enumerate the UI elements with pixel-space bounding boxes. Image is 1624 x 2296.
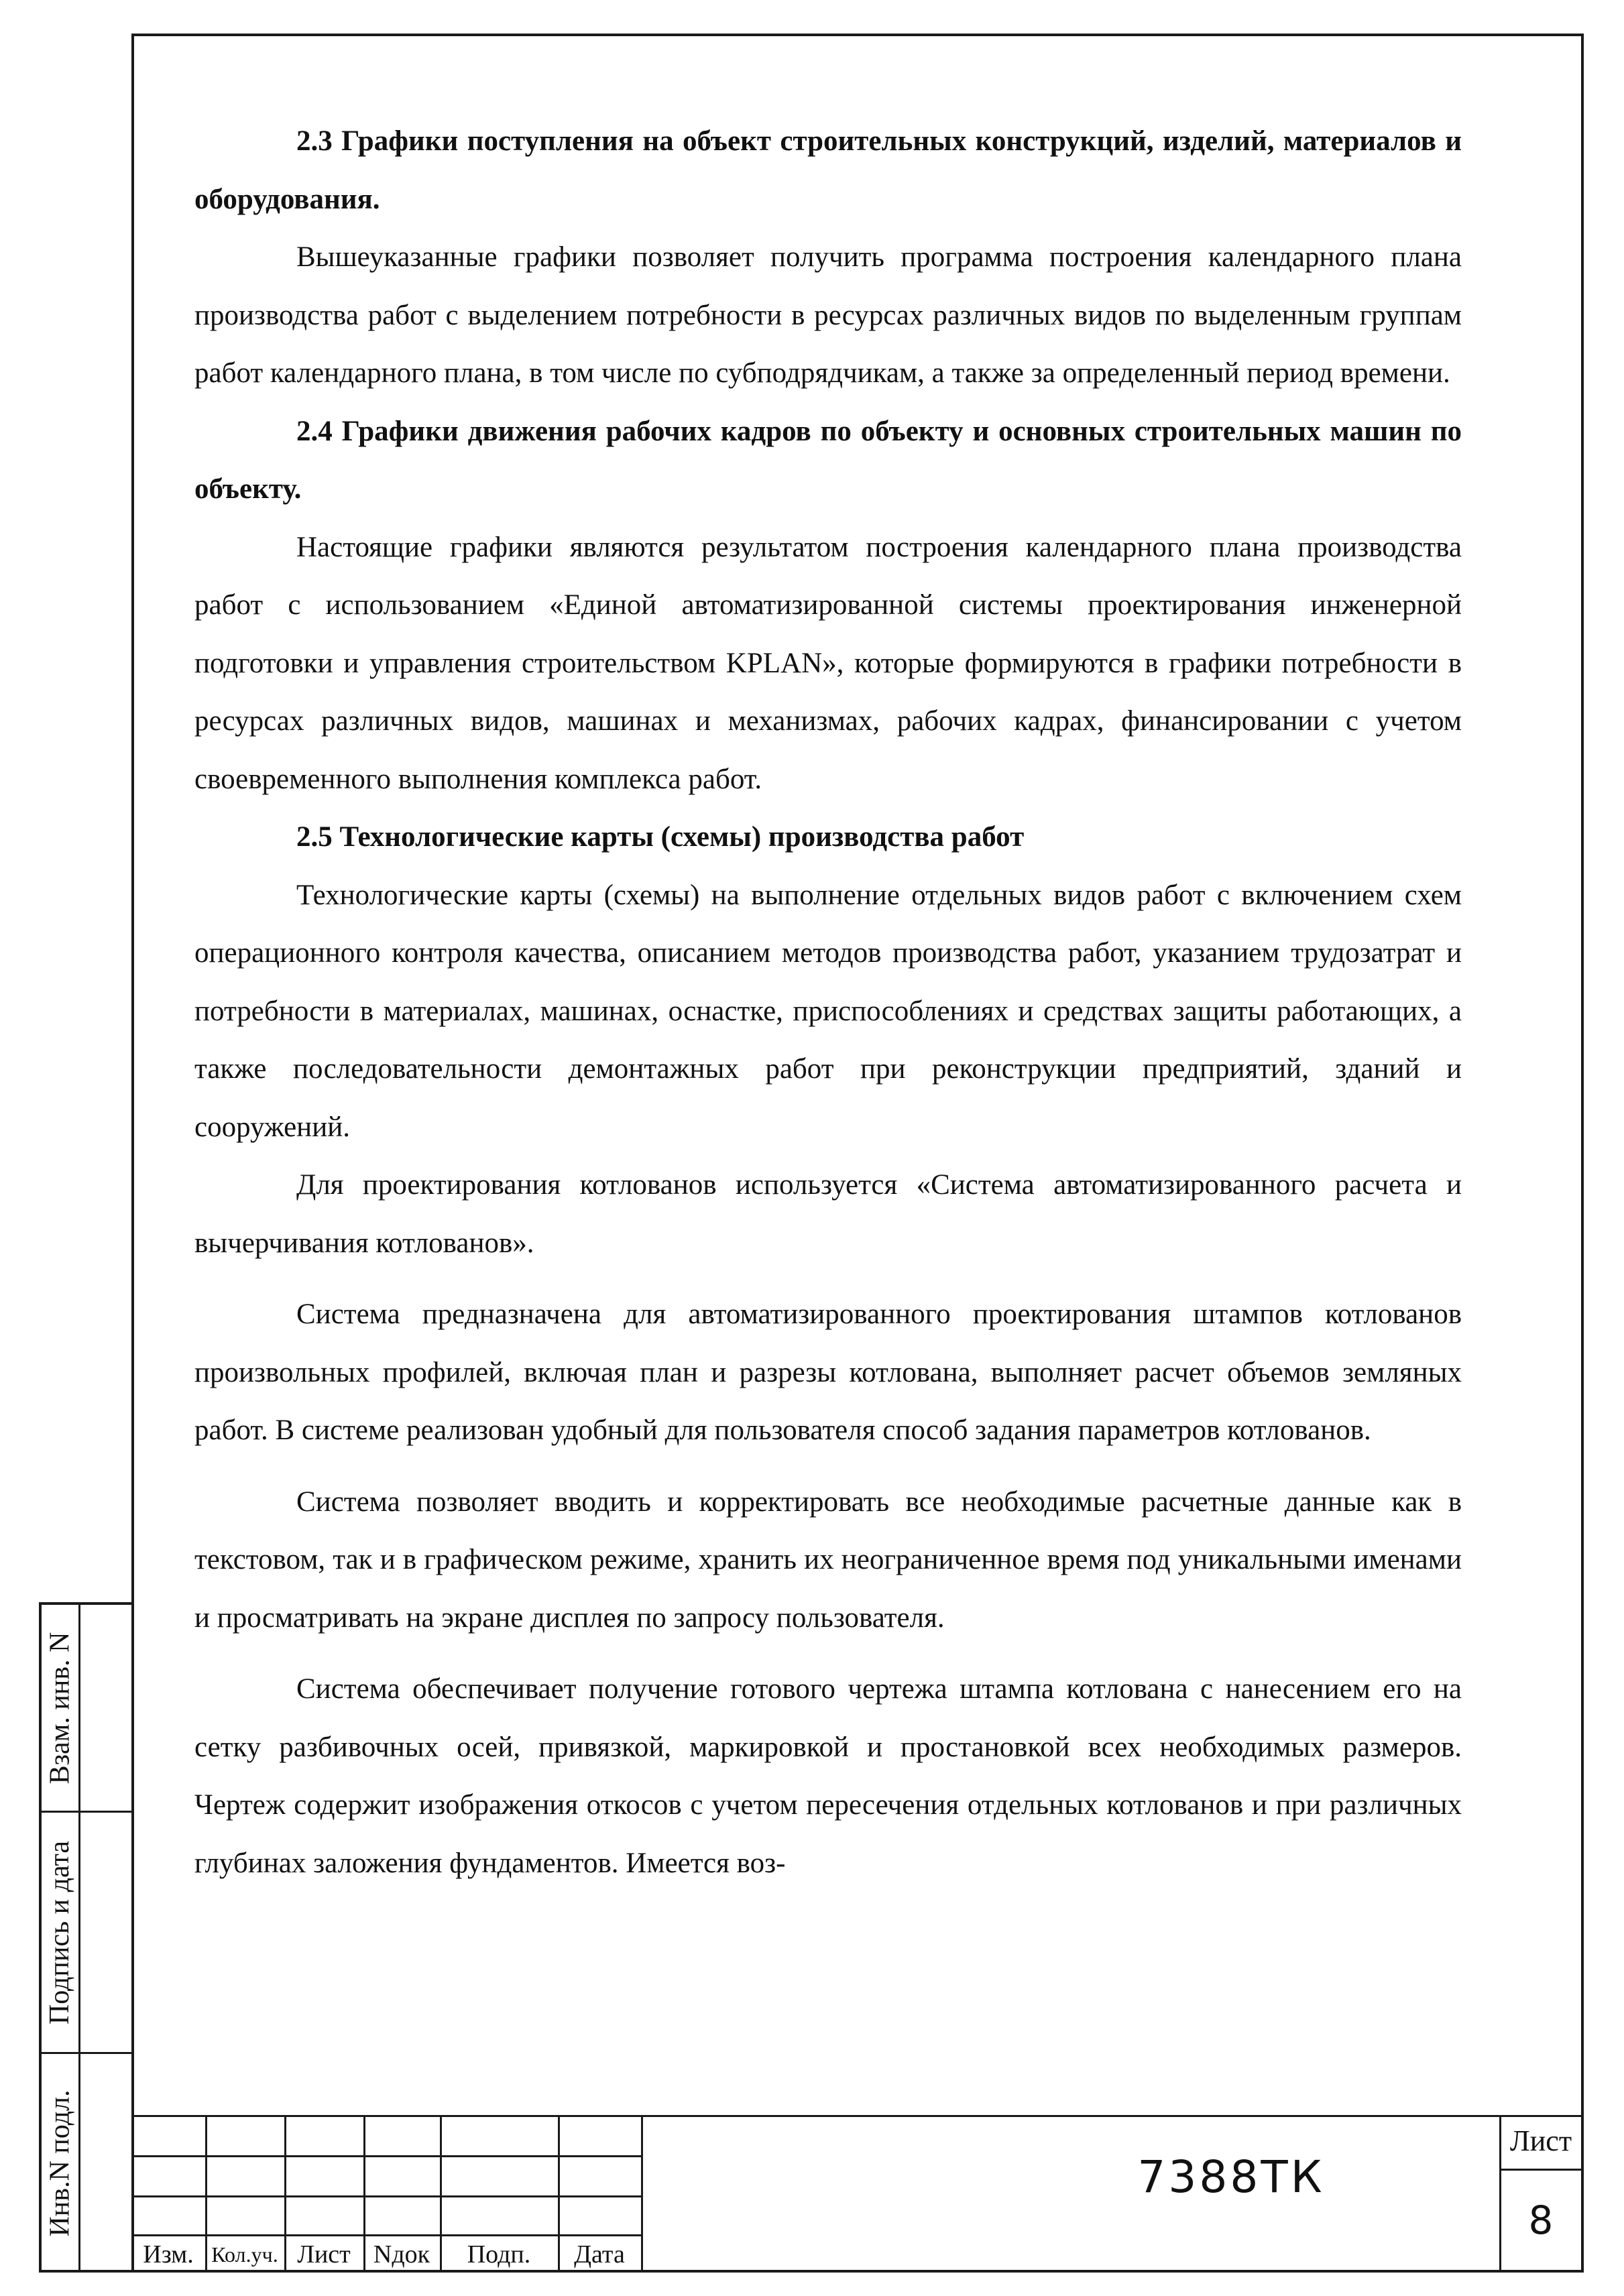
- stamp-col-podp: Подп.: [467, 2240, 531, 2269]
- paragraph: Система предназначена для автоматизированного проектирования штампов котлованов произвольных профилей, включая план и разрезы котлована, выполняет расчет объемов земляных работ. В системе реализован удобный для пользователя способ задания параметров котлованов.: [194, 1298, 1462, 1446]
- document-code: 7388ТК: [1137, 2151, 1325, 2203]
- sheet-number: 8: [1528, 2197, 1554, 2243]
- side-label-vzam-inv: Взам. инв. N: [44, 1632, 76, 1784]
- stamp-col-list: Лист: [297, 2240, 351, 2269]
- side-label-podpis-data: Подпись и дата: [44, 1840, 76, 2025]
- paragraph: Технологические карты (схемы) на выполнение отдельных видов работ с включением схем операционного контроля качества, описанием методов производства работ, указанием трудозатрат и потребности в материалах, машинах, оснастке, приспособлениях и средствах защиты работающих, а также последовательности демонтажных работ при реконструкции предприятий, зданий и сооружений.: [194, 879, 1462, 1143]
- side-cell-inv: [42, 2054, 78, 2273]
- section-heading-2-5: 2.5 Технологические карты (схемы) производства работ: [296, 821, 1025, 853]
- paragraph: Для проектирования котлованов используется «Система автоматизированного расчета и вычерчивания котлованов».: [194, 1169, 1462, 1259]
- section-heading-2-3: 2.3 Графики поступления на объект строительных конструкций, изделий, материалов и оборудования.: [194, 125, 1462, 215]
- side-cell-podpis: [42, 1813, 78, 2054]
- side-stamp-label-column: [42, 1605, 80, 2270]
- side-value-cell: [80, 2054, 134, 2273]
- stamp-line: [641, 2115, 643, 2273]
- stamp-col-izm: Изм.: [143, 2240, 194, 2269]
- stamp-col-data: Дата: [574, 2240, 625, 2269]
- title-block: [131, 2115, 1584, 2273]
- paragraph: Система позволяет вводить и корректировать все необходимые расчетные данные как в текстовом, так и в графическом режиме, хранить их неограниченное время под уникальными именами и просматривать на экране дисплея по запросу пользователя.: [194, 1486, 1462, 1634]
- stamp-line: [131, 2234, 641, 2236]
- stamp-line: [131, 2155, 641, 2157]
- side-stamp: [39, 1602, 131, 2273]
- side-stamp-value-column: [80, 1605, 134, 2270]
- paragraph: Система обеспечивает получение готового чертежа штампа котлована с нанесением его на сетку разбивочных осей, привязкой, маркировкой и простановкой всех необходимых размеров. Чертеж содержит изображения откосов с учетом пересечения отдельных котлованов и при различных глубинах заложения фундаментов. Имеется воз-: [194, 1673, 1462, 1879]
- section-heading-2-4: 2.4 Графики движения рабочих кадров по объекту и основных строительных машин по объекту.: [194, 415, 1462, 505]
- sheet-label: Лист: [1509, 2124, 1572, 2157]
- stamp-col-ndok: Nдок: [373, 2240, 430, 2269]
- side-value-cell: [80, 1813, 134, 2054]
- stamp-col-kol-uch: Кол.уч.: [211, 2242, 278, 2267]
- side-label-inv-podl: Инв.N подл.: [44, 2090, 76, 2237]
- paragraph: Настоящие графики являются результатом построения календарного плана производства работ с использованием «Единой автоматизированной системы проектирования инженерной подготовки и управления строительством KPLAN», которые формируются в графики потребности в ресурсах различных видов, машинах и механизмах, рабочих кадрах, финансировании с учетом своевременного выполнения комплекса работ.: [194, 531, 1462, 795]
- document-body: [194, 113, 1462, 1892]
- stamp-line: [131, 2115, 1584, 2117]
- paragraph: Вышеуказанные графики позволяет получить программа построения календарного плана производства работ с выделением потребности в ресурсах различных видов по выделенным группам работ календарного плана, в том числе по субподрядчикам, а также за определенный период времени.: [194, 241, 1462, 389]
- side-value-cell: [80, 1605, 134, 1813]
- side-cell-vzam: [42, 1605, 78, 1813]
- stamp-line: [131, 2195, 641, 2197]
